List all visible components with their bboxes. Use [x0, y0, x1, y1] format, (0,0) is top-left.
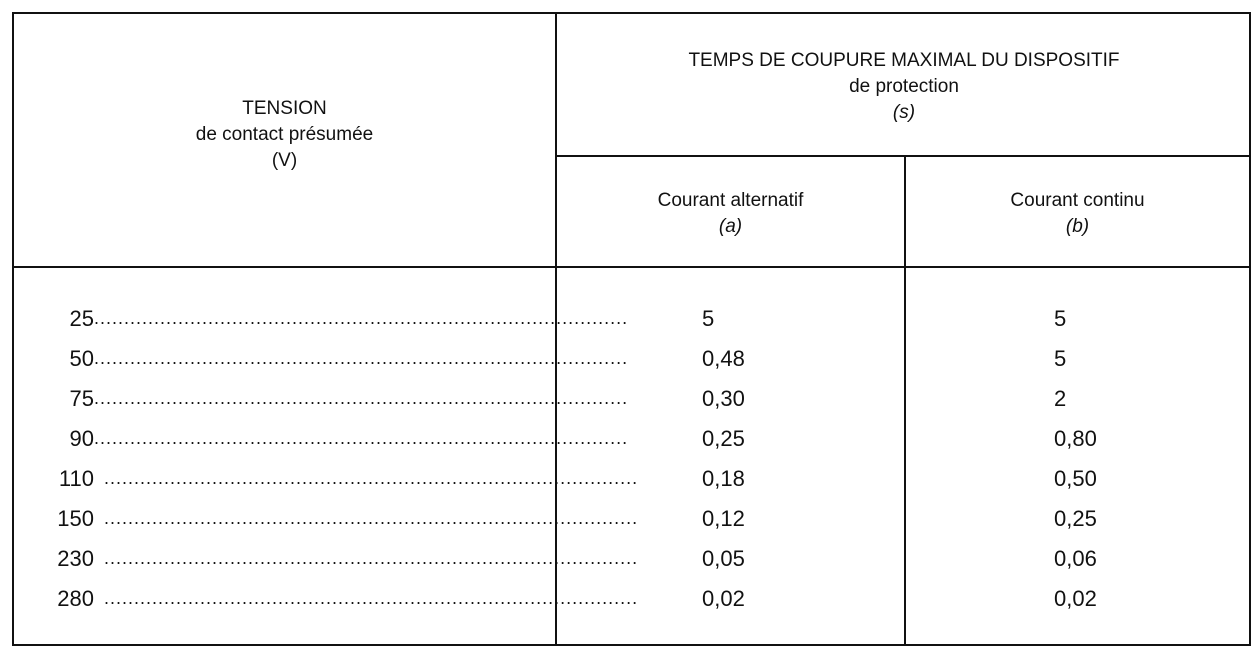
dc-value: 5	[1054, 346, 1067, 371]
leader-dots: .........................................................................................	[94, 348, 629, 368]
table-row	[14, 466, 1253, 506]
table-row	[14, 426, 1253, 466]
voltage-value: 280	[57, 586, 94, 611]
temps-title: TEMPS DE COUPURE MAXIMAL DU DISPOSITIF	[688, 50, 1120, 71]
dc-value: 0,50	[1054, 466, 1097, 491]
table-row	[14, 346, 1253, 386]
dc-value: 5	[1054, 306, 1067, 331]
voltage-value: 150	[57, 506, 94, 531]
tension-title: TENSION	[242, 98, 327, 119]
table-row	[14, 546, 1253, 586]
ac-value: 0,18	[702, 466, 745, 491]
voltage-value: 25	[69, 306, 94, 331]
leader-dots: .........................................................................................	[104, 548, 639, 568]
voltage-value: 110	[58, 466, 94, 491]
ac-value: 0,30	[702, 386, 745, 411]
table-row	[14, 506, 1253, 546]
temps-subtitle: de protection	[849, 76, 959, 97]
ac-value: 0,48	[702, 346, 745, 371]
table-row	[14, 586, 1253, 626]
dc-value: 0,80	[1054, 426, 1097, 451]
ac-note: (a)	[718, 216, 743, 237]
table-row	[14, 386, 1253, 426]
ac-value: 0,05	[702, 546, 745, 571]
dc-value: 2	[1054, 386, 1067, 411]
table-row	[14, 306, 1253, 346]
header-bottom-rule	[14, 266, 1249, 268]
protection-time-table	[12, 12, 1251, 646]
ac-value: 0,12	[702, 506, 745, 531]
ac-header	[557, 188, 904, 240]
tension-unit: (V)	[271, 150, 298, 171]
leader-dots: .........................................................................................	[104, 468, 639, 488]
dc-title: Courant continu	[1010, 190, 1145, 211]
ac-value: 5	[702, 306, 715, 331]
leader-dots: .........................................................................................	[94, 388, 629, 408]
voltage-value: 230	[57, 546, 94, 571]
ac-title: Courant alternatif	[657, 190, 804, 211]
dc-value: 0,25	[1054, 506, 1097, 531]
temps-unit: (s)	[892, 102, 916, 123]
tension-header	[14, 96, 555, 174]
tension-subtitle: de contact présumée	[195, 124, 374, 145]
voltage-value: 50	[69, 346, 94, 371]
ac-value: 0,02	[702, 586, 745, 611]
ac-value: 0,25	[702, 426, 745, 451]
dc-note: (b)	[1065, 216, 1090, 237]
leader-dots: .........................................................................................	[104, 508, 639, 528]
voltage-value: 75	[69, 386, 94, 411]
dc-header	[906, 188, 1249, 240]
header-divider	[555, 155, 1249, 157]
dc-value: 0,06	[1054, 546, 1097, 571]
dc-value: 0,02	[1054, 586, 1097, 611]
leader-dots: .........................................................................................	[94, 308, 629, 328]
leader-dots: .........................................................................................	[104, 588, 639, 608]
voltage-value: 90	[69, 426, 94, 451]
temps-header	[557, 48, 1251, 126]
leader-dots: .........................................................................................	[94, 428, 629, 448]
